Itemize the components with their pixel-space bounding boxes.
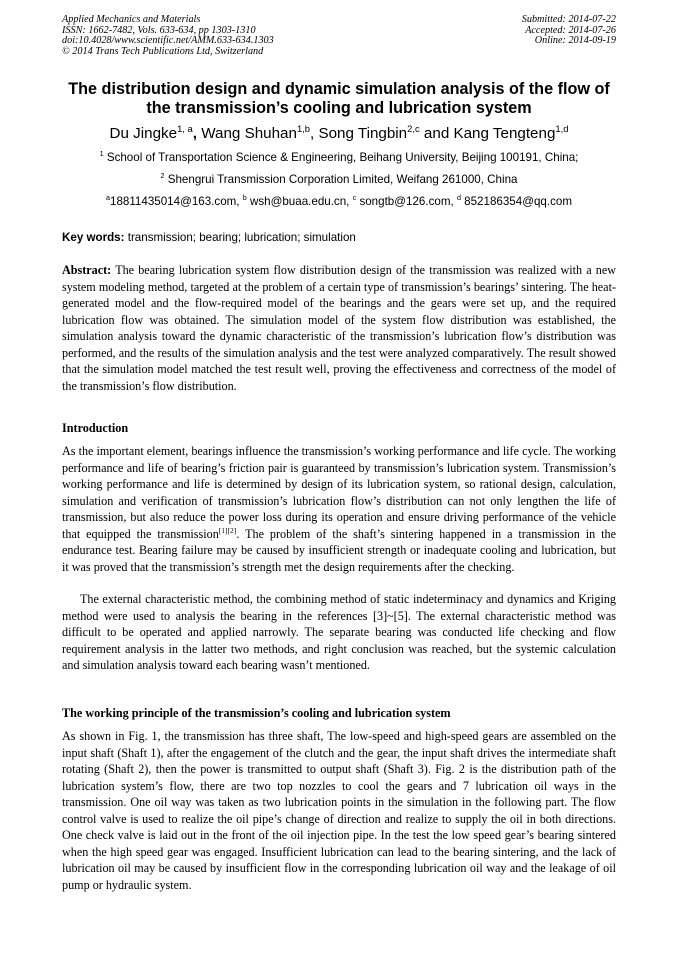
email-mark: c <box>352 193 357 203</box>
introduction-paragraph-2: The external characteristic method, the combining method of static indeterminacy and dynamics and Kriging method were used to analysis the bearing in the references [3]~[5]. The external characteristic method was difficult to be operated and applied narrowly. The separate bearing was conducted life checking and flow requirement analysis in the latter two methods, and right conclusion was reached, but the systemic calculation and simulation analysis toward each bearing wasn’t mentioned. <box>62 592 616 672</box>
email-text: songtb@126.com, <box>356 195 457 208</box>
introduction-paragraph-1 <box>62 443 616 575</box>
author-affiliation-mark: 1, a <box>177 122 193 134</box>
abstract-label: Abstract: <box>62 263 112 277</box>
author-separator: and <box>419 125 454 142</box>
author-name: Wang Shuhan <box>201 125 297 142</box>
submitted-date: Submitted: 2014-07-22 <box>521 14 616 25</box>
email-mark: a <box>106 193 110 203</box>
author-separator: , <box>310 125 319 142</box>
abstract <box>62 262 616 394</box>
author-affiliation-mark: 1,d <box>555 122 569 134</box>
keywords <box>62 231 356 244</box>
introduction-heading: Introduction <box>62 421 129 435</box>
paragraph-text: . The problem of the shaft’s sintering happened in a transmission in the endurance test. Bearing failure may be caused by insufficient strength or inadequate cooling and lubrication, but it was proved that the transmission’s strength met the design requirements after the checking. <box>62 526 616 574</box>
affiliation-text: Shengrui Transmission Corporation Limited, Weifang 261000, China <box>164 173 518 186</box>
accepted-date: Accepted: 2014-07-26 <box>525 24 616 36</box>
email-mark: d <box>456 193 461 203</box>
author-list <box>40 122 638 142</box>
affiliation-mark: 1 <box>99 149 104 159</box>
email-text: 852186354@qq.com <box>460 195 572 208</box>
paper-title: The distribution design and dynamic simulation analysis of the flow of the transmission’s cooling and lubrication system <box>68 80 610 117</box>
section-heading: The working principle of the transmission’s cooling and lubrication system <box>62 706 451 720</box>
author-name: Du Jingke <box>109 125 178 142</box>
author-emails <box>40 195 638 208</box>
copyright-line: © 2014 Trans Tech Publications Ltd, Switzerland <box>62 45 264 57</box>
keywords-label: Key words: <box>62 231 125 244</box>
author-name: Song Tingbin <box>318 125 408 142</box>
affiliation-1 <box>40 151 638 164</box>
email-text: 18811435014@163.com, <box>110 195 243 208</box>
publication-dates <box>522 15 616 47</box>
affiliation-2 <box>40 173 638 186</box>
issn-line: ISSN: 1662-7482, Vols. 633-634, pp 1303-1310 <box>62 24 256 36</box>
section-paragraph: As shown in Fig. 1, the transmission has three shaft, The low-speed and high-speed gears are assembled on the input shaft (Shaft 1), after the engagement of the clutch and the gear, the input shaft drives the intermediate shaft rotating (Shaft 2), then the power is transmitted to output shaft (Shaft 3). Fig. 2 is the distribution path of the lubrication system’s flow, there are two top nozzles to cool the gears and 7 lubrication oil ways in the transmission. One oil way was taken as two lubrication points in the simulation in the following part. The flow control valve is used to realize the oil pipe’s change of direction and realize to supply the oil in both directions. One check valve is laid out in the front of the oil injection pipe. In the test the low speed gear’s bearing sintered when the high speed gear was engaged. Insufficient lubrication can lead to the bearing sintering, and the lack of lubrication oil may be caused by insufficient flow in the corresponding lubrication oil way and the leakage of oil pump or hydraulic system. <box>62 729 616 892</box>
author-affiliation-mark: 2,c <box>407 122 420 134</box>
publication-info <box>62 15 274 57</box>
email-mark: b <box>242 193 247 203</box>
affiliation-text: School of Transportation Science & Engineering, Beihang University, Beijing 100191, China; <box>103 151 579 164</box>
affiliation-mark: 2 <box>160 171 165 181</box>
abstract-text: The bearing lubrication system flow distribution design of the transmission was realized with a new system modeling method, targeted at the problem of a certain type of transmission’s bearings’ sintering. The heat-generated model and the flow-required model of the bearings and the gears were set up, and the required lubrication flow was obtained. The simulation model of the system flow distribution was established, the simulation analysis toward the dynamic characteristic of the transmission’s lubrication flow’s distribution was performed, and the results of the simulation analysis and the test were analyzed comparatively. The result showed that the simulation model matched the test result well, proving the effectiveness and correctness of the model of the transmission’s flow distribution. <box>62 263 616 393</box>
keywords-text: transmission; bearing; lubrication; simulation <box>124 231 356 244</box>
email-text: wsh@buaa.edu.cn, <box>246 195 353 208</box>
author-affiliation-mark: 1,b <box>296 122 311 134</box>
author-name: Kang Tengteng <box>453 125 556 142</box>
author-separator: , <box>192 125 202 142</box>
journal-name: Applied Mechanics and Materials <box>62 14 201 25</box>
online-date: Online: 2014-09-19 <box>534 35 616 47</box>
citation-reference: [1][2] <box>218 525 237 535</box>
doi-line: doi:10.4028/www.scientific.net/AMM.633-634.1303 <box>62 35 274 47</box>
paragraph-text: As the important element, bearings influence the transmission’s working performance and life cycle. The working performance and life of bearing’s friction pair is guaranteed by transmission’s lubrication system. Transmission’s working performance and life is determined by design of its lubrication system, so rational design, calculation, simulation and verification of transmission’s lubrication flow’s distribution can not only lengthen the life of transmission, but also reduce the power loss during its operation and ensure driving performance of the vehicle that equipped the transmission <box>62 444 616 541</box>
